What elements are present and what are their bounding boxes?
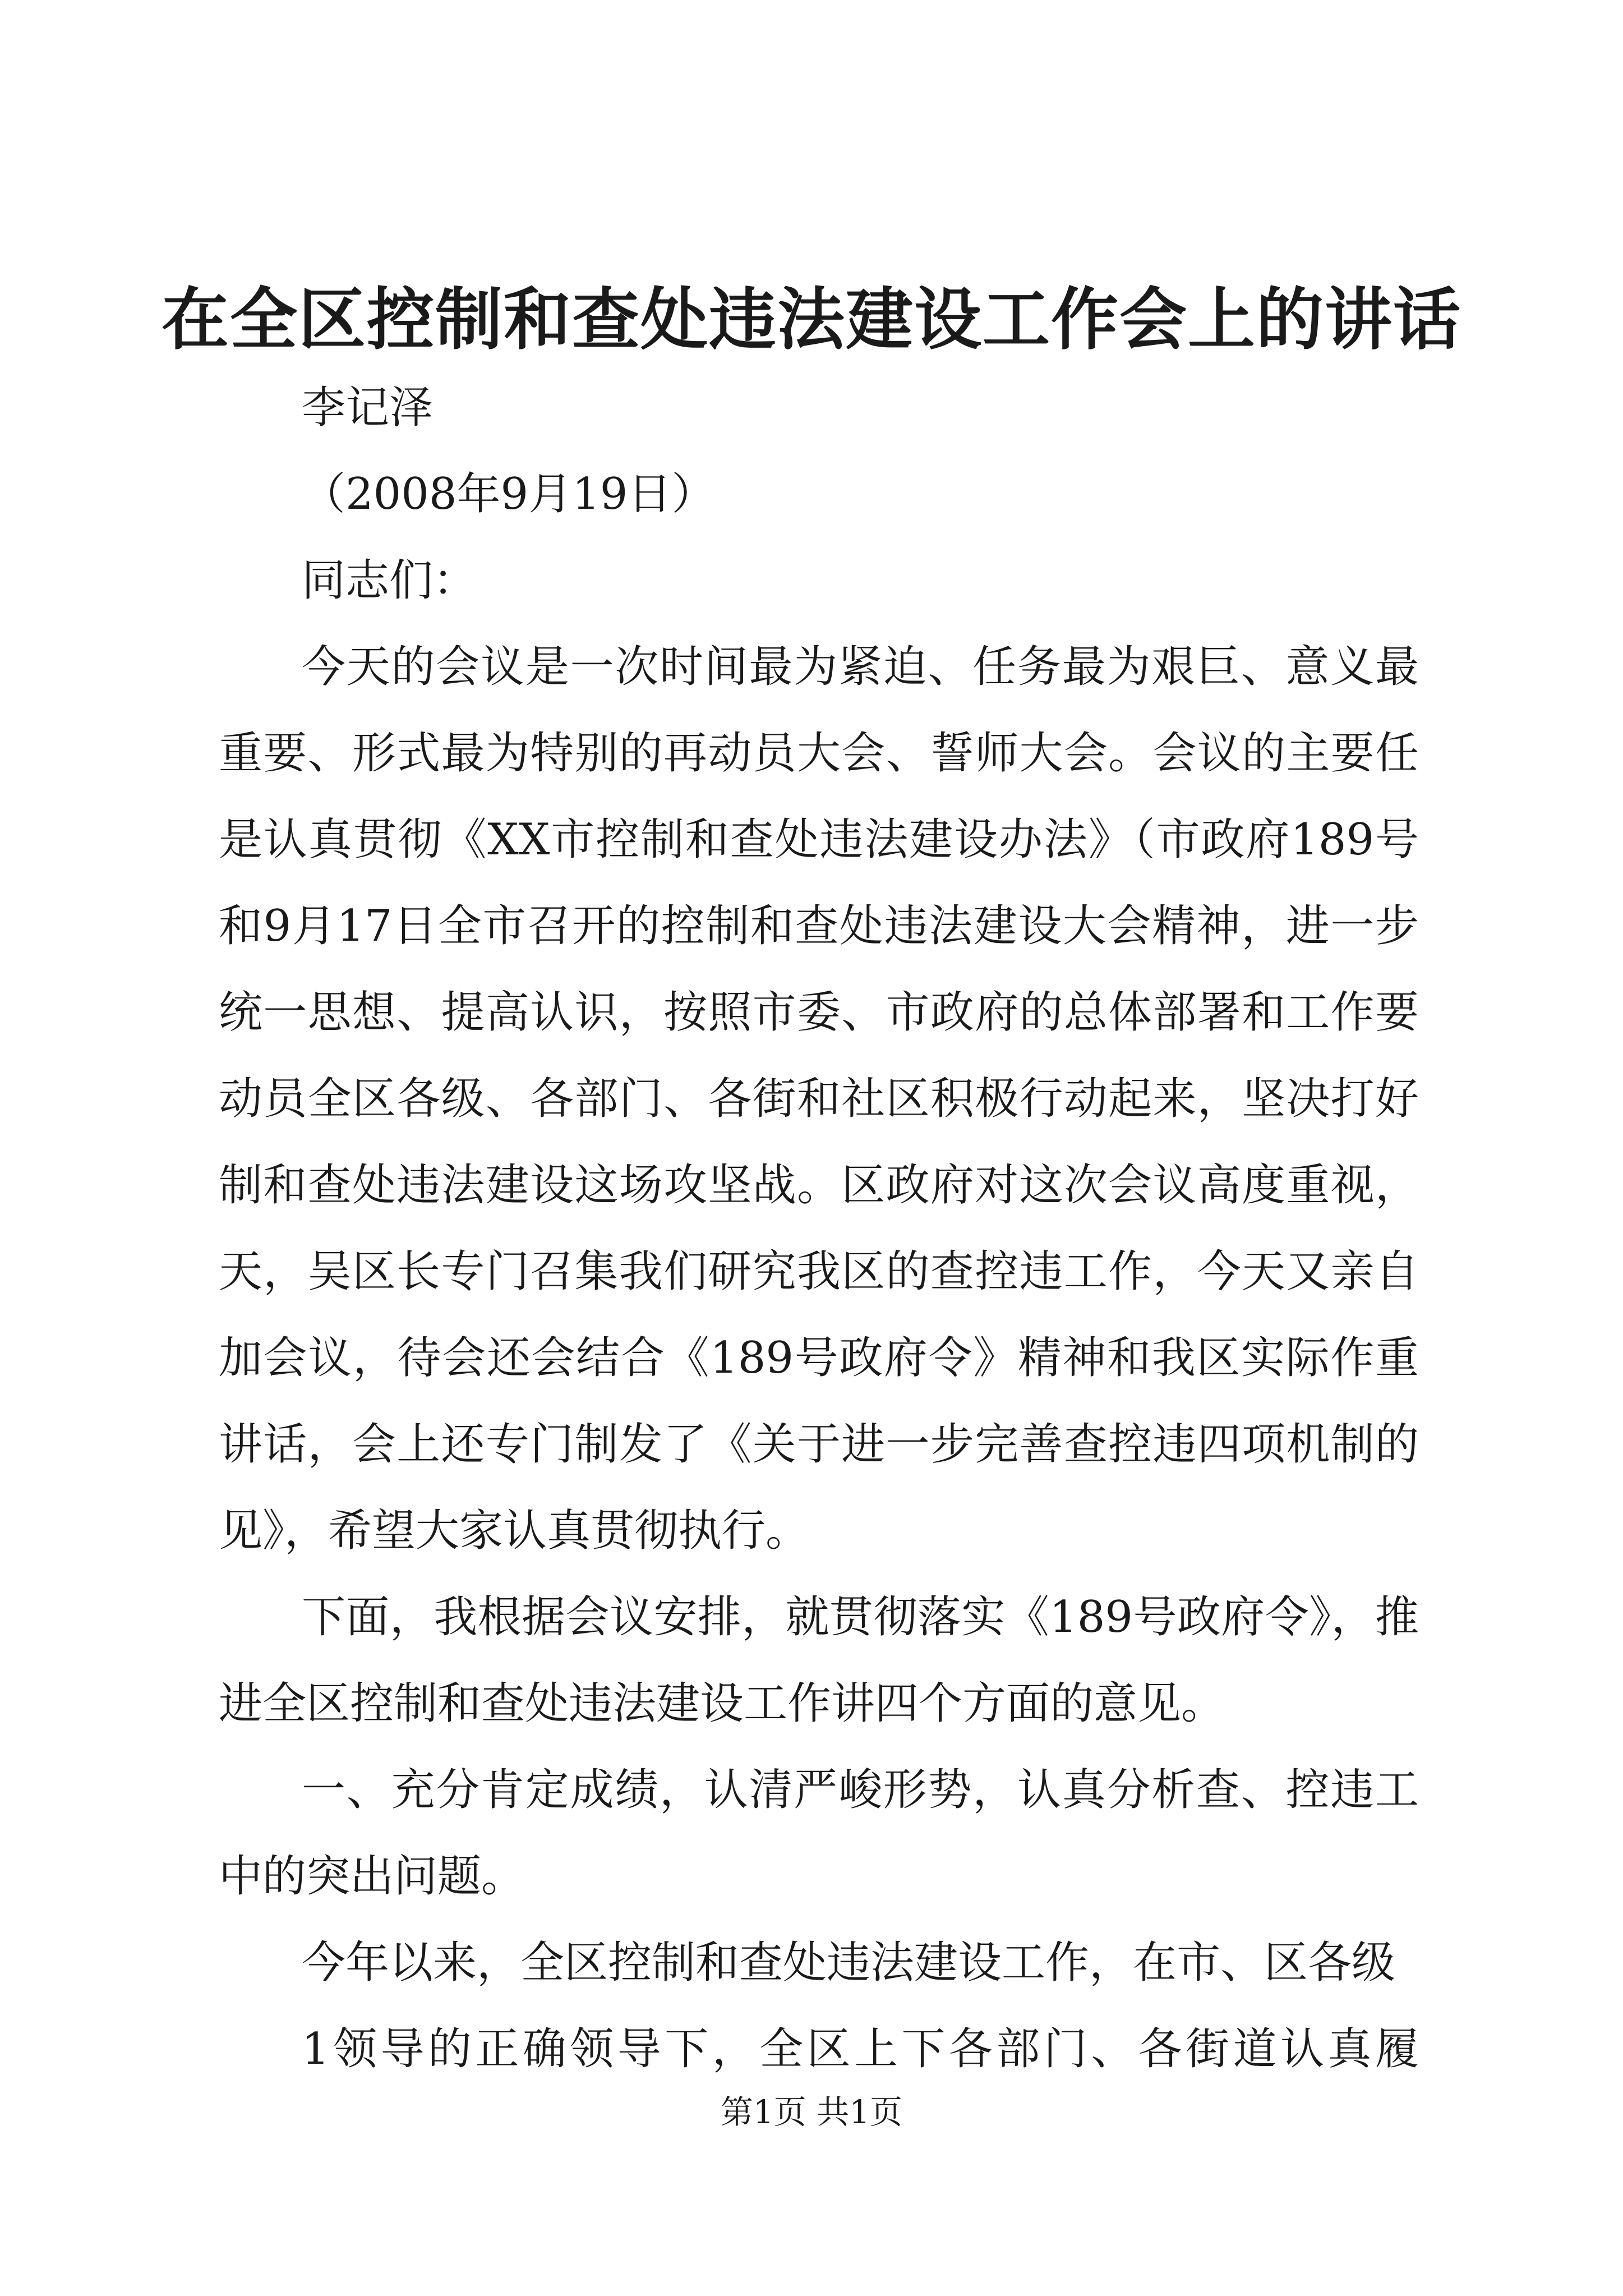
body-line: 进全区控制和查处违法建设工作讲四个方面的意见。: [219, 1678, 1225, 1729]
body-line: 是认真贯彻《XX市控制和查处违法建设办法》（市政府189号: [219, 815, 1419, 865]
salutation-line: 同志们：: [302, 555, 477, 606]
page-footer: 第1页 共1页: [720, 2093, 903, 2131]
body-line: 下面，我根据会议安排，就贯彻落实《189号政府令》，推: [302, 1592, 1419, 1642]
body-paragraphs: [219, 624, 1419, 2092]
body-line: 重要、形式最为特别的再动员大会、誓师大会。会议的主要任: [219, 728, 1419, 779]
body-line: 天，吴区长专门召集我们研究我区的查控违工作，今天又亲自: [219, 1246, 1419, 1297]
author-line: 李记泽: [302, 383, 434, 433]
body-line: 制和查处违法建设这场攻坚战。区政府对这次会议高度重视，: [219, 1160, 1419, 1211]
body-line: 今天的会议是一次时间最为紧迫、任务最为艰巨、意义最: [302, 642, 1419, 692]
document-body: [219, 365, 1419, 2092]
body-line: 一、充分肯定成绩，认清严峻形势，认真分析查、控违工: [302, 1765, 1419, 1815]
body-line: 和9月17日全市召开的控制和查处违法建设大会精神，进一步: [219, 901, 1419, 951]
body-line: 见》，希望大家认真贯彻执行。: [219, 1506, 810, 1556]
body-line: 今年以来，全区控制和查处违法建设工作，在市、区各级: [302, 1938, 1396, 1988]
body-line: 讲话，会上还专门制发了《关于进一步完善查控违四项机制的: [219, 1419, 1419, 1470]
body-line: 统一思想、提高认识，按照市委、市政府的总体部署和工作要: [219, 987, 1419, 1038]
body-line: 1领导的正确领导下，全区上下各部门、各街道认真履: [302, 2024, 1419, 2074]
document-title: 在全区控制和查处违法建设工作会上的讲话: [162, 280, 1461, 359]
date-line: （2008年9月19日）: [302, 469, 716, 519]
body-line: 动员全区各级、各部门、各街和社区积极行动起来，坚决打好: [219, 1074, 1419, 1124]
body-line: 中的突出问题。: [219, 1851, 525, 1902]
body-line: 加会议，待会还会结合《189号政府令》精神和我区实际作重: [219, 1333, 1419, 1383]
